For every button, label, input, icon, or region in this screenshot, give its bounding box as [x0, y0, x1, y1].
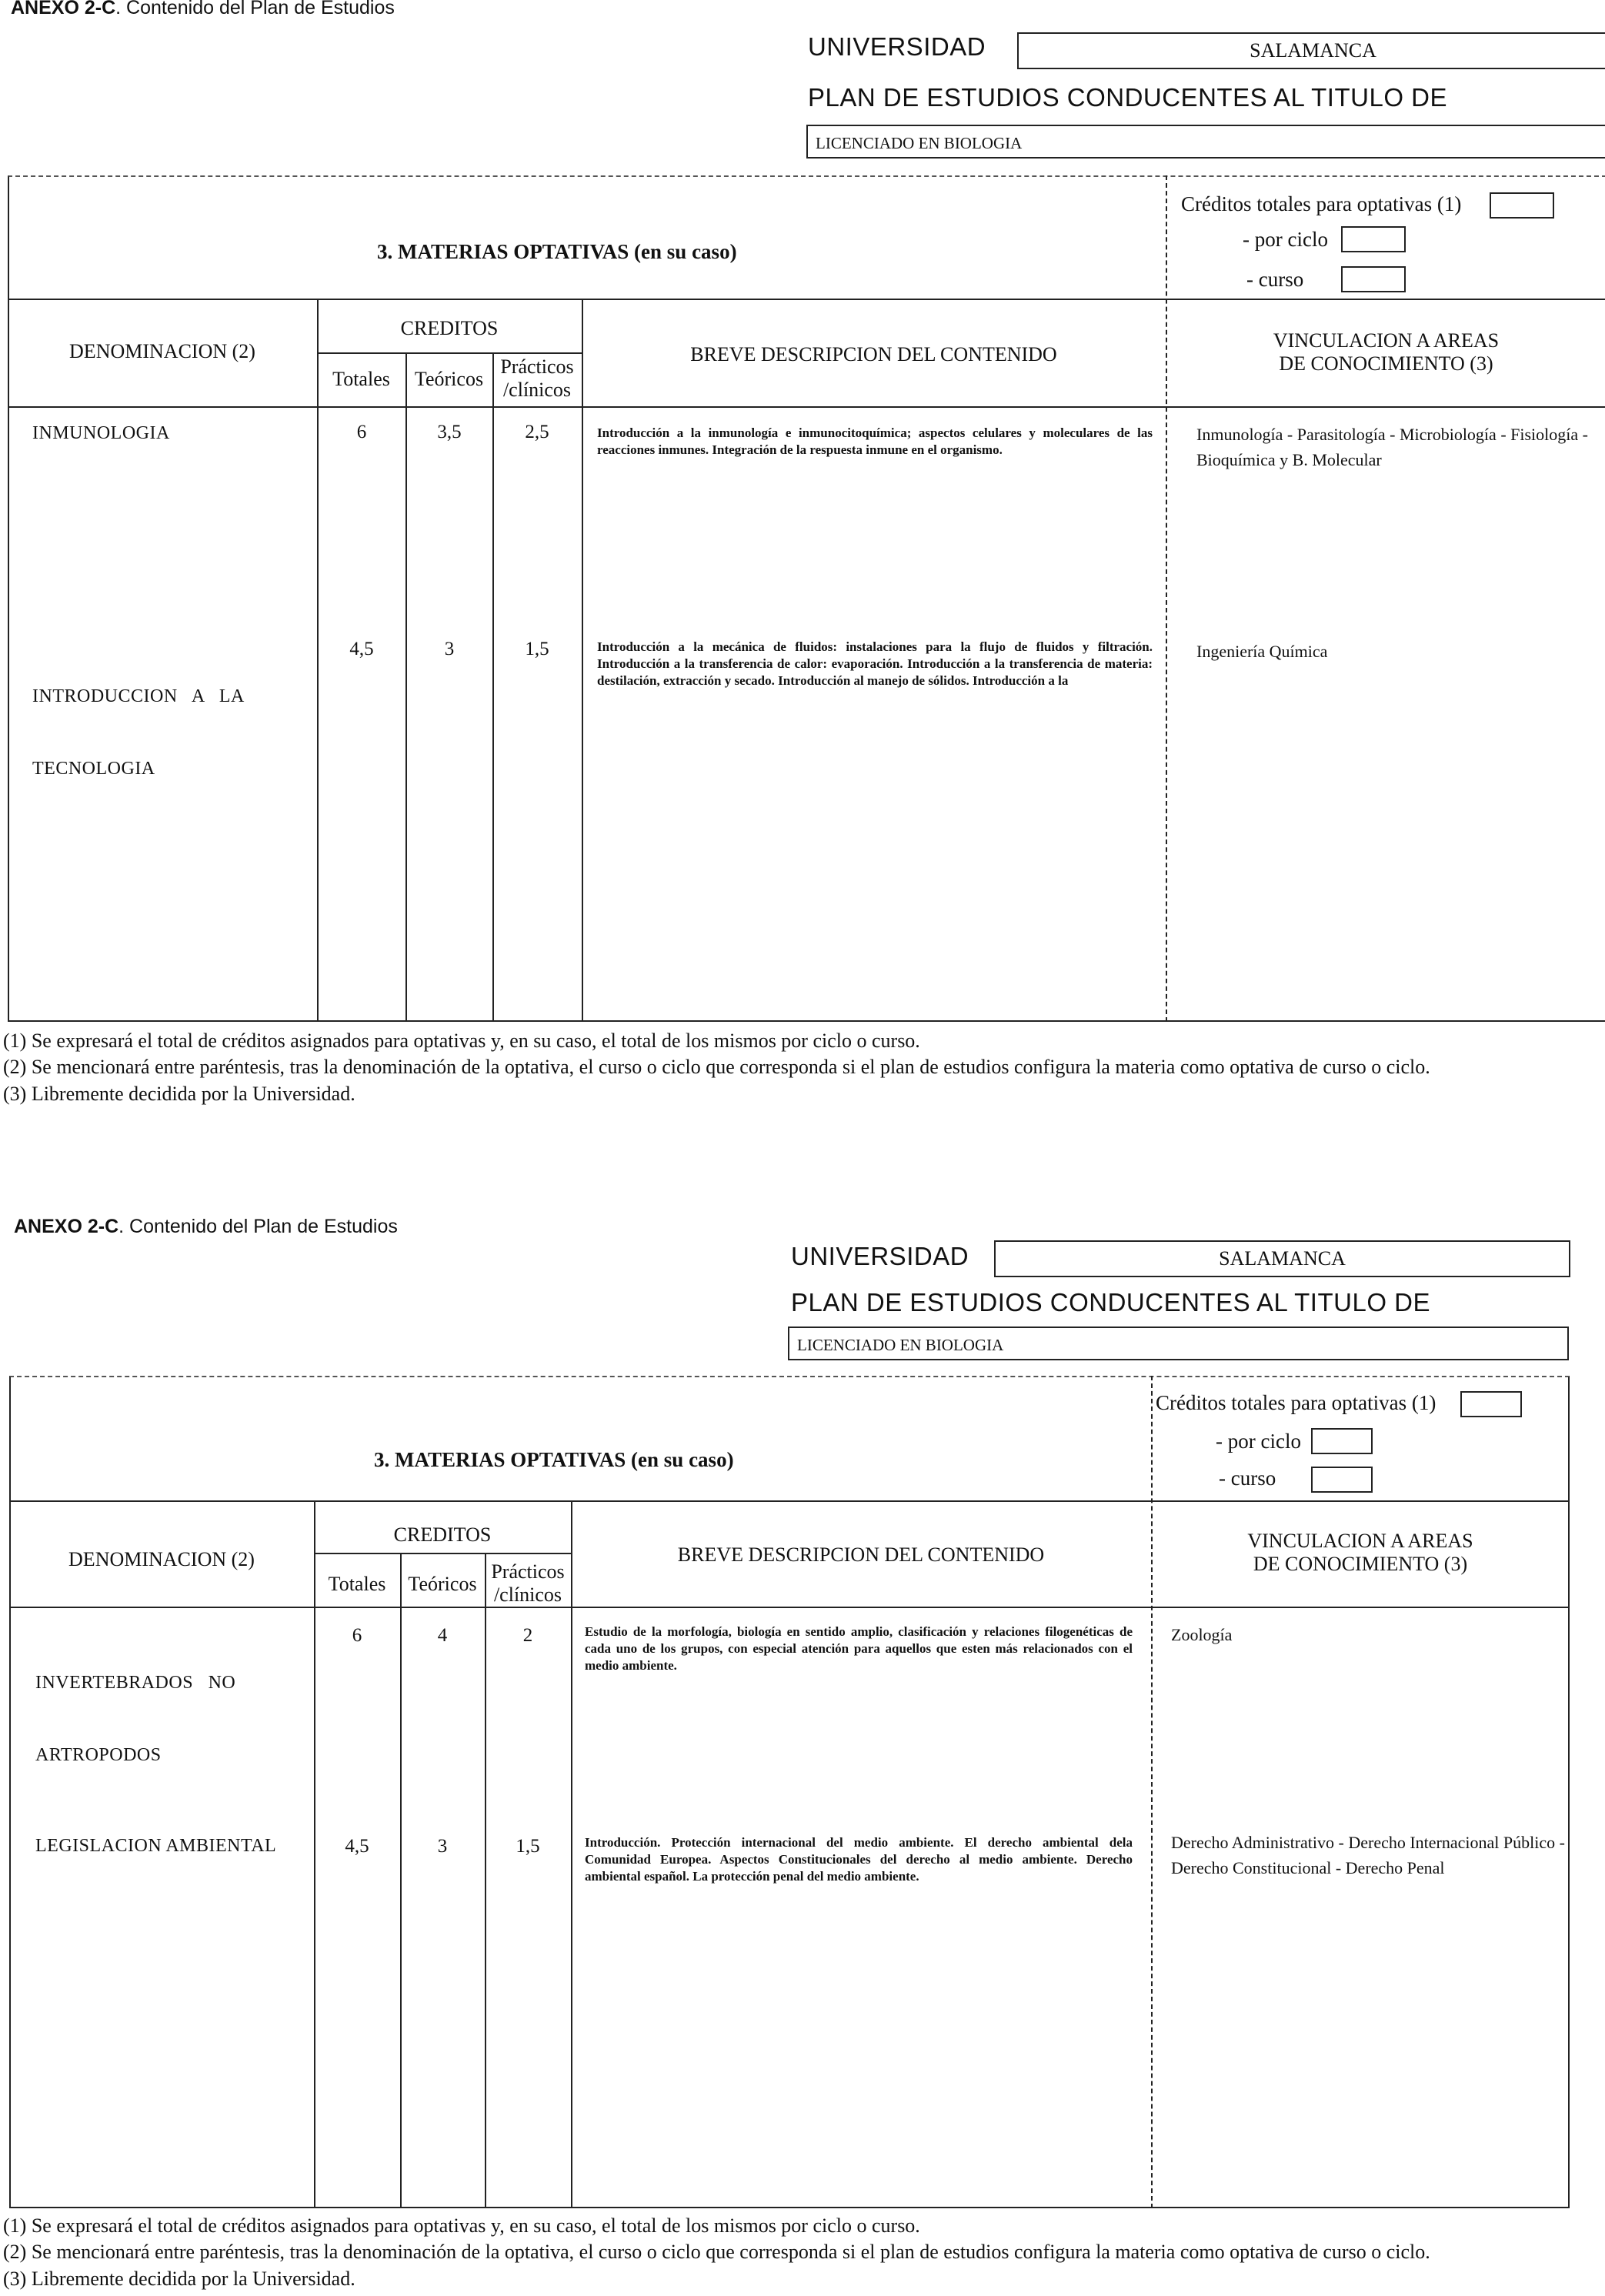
universidad-field: SALAMANCA: [994, 1240, 1570, 1277]
universidad-label: UNIVERSIDAD: [808, 32, 986, 61]
anexo-heading: ANEXO 2-C. Contenido del Plan de Estudios: [14, 1216, 398, 1237]
table-row-practicos: 2,5: [525, 422, 549, 442]
table-row-vinculacion: Inmunología - Parasitología - Microbiología - Fisiología - Bioquímica y B. Molecular: [1196, 425, 1588, 469]
curso-label: - curso: [1246, 268, 1304, 291]
header-creditos: CREDITOS: [393, 1523, 492, 1546]
creditos-totales-field: [1490, 192, 1554, 219]
por-ciclo-field: [1311, 1428, 1373, 1454]
table-row-totales: 6: [356, 422, 367, 442]
footnotes: (1) Se expresará el total de créditos asignados para optativas y, en su caso, el total de los mismos por ciclo o curso. (2) Se mencionará entre paréntesis, tras la denominación de la optativa, el curso o ciclo que corresponda si el plan de estudios configura la materia como optativa de curso o ciclo. (3) Libremente decidida por la Universidad.: [3, 2214, 1430, 2290]
table-row-totales: 4,5: [349, 639, 374, 659]
section-title: 3. MATERIAS OPTATIVAS (en su caso): [374, 1448, 734, 1471]
section-title: 3. MATERIAS OPTATIVAS (en su caso): [377, 240, 737, 263]
table-row-descripcion: Introducción a la mecánica de fluidos: instalaciones para la flujo de fluidos y filtración. Introducción a la transferencia de calor: evaporación. Introducción a la transferencia de materia: destilación, extracción y secado. Introducción al manejo de sólidos. Introducción a la: [597, 639, 1153, 689]
header-teoricos: Teóricos: [408, 1573, 477, 1595]
table-row-teoricos: 4: [437, 1625, 448, 1646]
table-row-denominacion: LEGISLACION AMBIENTAL: [35, 1836, 277, 1856]
header-vinculacion: VINCULACION A AREAS DE CONOCIMIENTO (3): [1273, 329, 1500, 375]
curso-field: [1341, 266, 1406, 292]
universidad-label: UNIVERSIDAD: [791, 1242, 969, 1270]
table-row-vinculacion: Derecho Administrativo - Derecho Internacional Público - Derecho Constitucional - Derecho Penal: [1171, 1833, 1565, 1877]
plan-title: PLAN DE ESTUDIOS CONDUCENTES AL TITULO DE: [791, 1288, 1430, 1317]
table-row-teoricos: 3: [444, 639, 455, 659]
header-totales: Totales: [332, 368, 390, 390]
titulo-field: LICENCIADO EN BIOLOGIA: [788, 1327, 1569, 1360]
table-row-teoricos: 3,5: [437, 422, 462, 442]
header-descripcion: BREVE DESCRIPCION DEL CONTENIDO: [677, 1543, 1045, 1566]
header-vinculacion: VINCULACION A AREAS DE CONOCIMIENTO (3): [1247, 1530, 1473, 1575]
universidad-field: SALAMANCA: [1017, 32, 1605, 69]
header-descripcion: BREVE DESCRIPCION DEL CONTENIDO: [690, 343, 1057, 365]
table-row-descripcion: Estudio de la morfología, biología en sentido amplio, clasificación y relaciones filogenéticas de cada uno de los grupos, con especial atención para aquellos que esten más relacionados con el medio ambiente.: [585, 1624, 1133, 1674]
por-ciclo-label: - por ciclo: [1243, 228, 1328, 251]
table-row-descripcion: Introducción. Protección internacional del medio ambiente. El derecho ambiental dela Comunidad Europea. Aspectos Constitucionales del derecho al medio ambiente. Derecho ambiental español. La protección penal del medio ambiente.: [585, 1835, 1133, 1884]
table-row-vinculacion: Ingeniería Química: [1196, 642, 1328, 661]
table-row-denominacion: INMUNOLOGIA: [32, 423, 170, 443]
creditos-totales-field: [1460, 1391, 1522, 1417]
table-row-practicos: 1,5: [516, 1836, 540, 1857]
header-creditos: CREDITOS: [400, 317, 499, 339]
creditos-totales-label: Créditos totales para optativas (1): [1156, 1391, 1436, 1414]
por-ciclo-field: [1341, 226, 1406, 252]
header-denominacion: DENOMINACION (2): [69, 340, 255, 362]
table-row-practicos: 1,5: [525, 639, 549, 659]
por-ciclo-label: - por ciclo: [1216, 1430, 1301, 1453]
table-row-descripcion: Introducción a la inmunología e inmunocitoquímica; aspectos celulares y moleculares de las reacciones inmunes. Integración de la respuesta inmune en el organismo.: [597, 425, 1153, 458]
header-practicos: Prácticos /clínicos: [491, 1560, 565, 1606]
titulo-field: LICENCIADO EN BIOLOGIA: [806, 125, 1605, 159]
header-totales: Totales: [328, 1573, 386, 1595]
curso-field: [1311, 1467, 1373, 1493]
header-teoricos: Teóricos: [414, 368, 484, 390]
creditos-totales-label: Créditos totales para optativas (1): [1181, 192, 1462, 215]
table-row-practicos: 2: [522, 1625, 533, 1646]
table-row-denominacion: INVERTEBRADOS NO ARTROPODOS: [35, 1673, 236, 1765]
curso-label: - curso: [1219, 1467, 1276, 1490]
table-row-totales: 6: [352, 1625, 362, 1646]
anexo-heading: ANEXO 2-C. Contenido del Plan de Estudios: [11, 0, 395, 18]
header-denominacion: DENOMINACION (2): [68, 1548, 255, 1570]
page-2: [0, 1205, 1605, 2296]
table-row-denominacion: INTRODUCCION A LA TECNOLOGIA: [32, 686, 245, 779]
plan-title: PLAN DE ESTUDIOS CONDUCENTES AL TITULO DE: [808, 83, 1447, 112]
table-row-teoricos: 3: [437, 1836, 448, 1857]
materias-table: [8, 175, 1605, 1022]
table-row-vinculacion: Zoología: [1171, 1625, 1233, 1644]
table-row-totales: 4,5: [345, 1836, 369, 1857]
header-practicos: Prácticos /clínicos: [500, 355, 574, 401]
footnotes: (1) Se expresará el total de créditos asignados para optativas y, en su caso, el total de los mismos por ciclo o curso. (2) Se mencionará entre paréntesis, tras la denominación de la optativa, el curso o ciclo que corresponda si el plan de estudios configura la materia como optativa de curso o ciclo. (3) Libremente decidida por la Universidad.: [3, 1030, 1430, 1105]
